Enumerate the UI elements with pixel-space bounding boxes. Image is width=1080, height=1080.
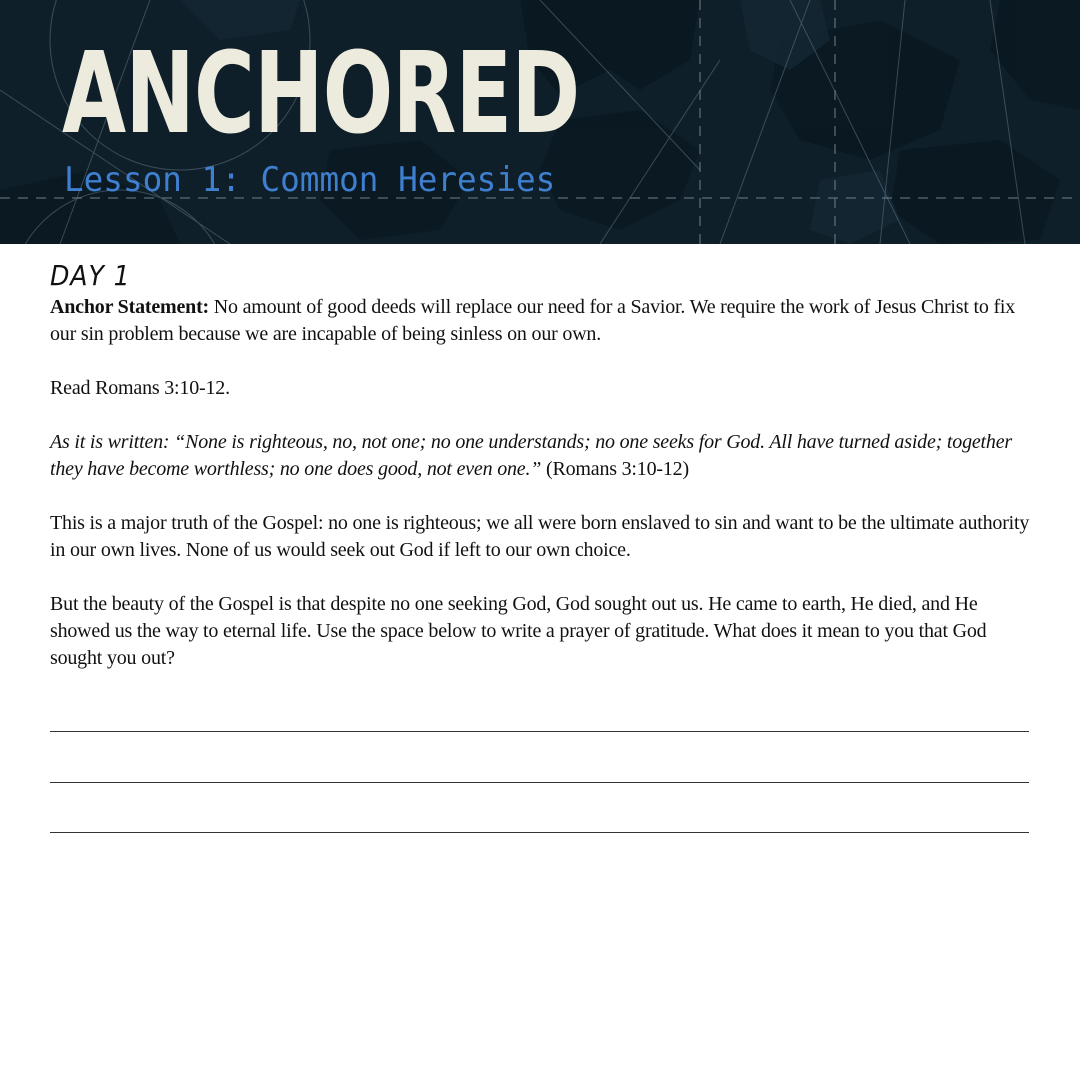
scripture-reference: (Romans 3:10-12) [541,458,689,480]
lesson-subtitle: Lesson 1: Common Heresies [64,160,556,200]
day-label: DAY 1 [50,259,131,292]
header-banner [0,0,1080,244]
gospel-truth-paragraph: This is a major truth of the Gospel: no one is righteous; we all were born enslaved to sin and want to be the ultimate authority in our own lives. None of us would seek out God if left to our own choice. [50,512,1030,561]
anchor-statement-text: No amount of good deeds will replace our need for a Savior. We require the work of Jesus Christ to fix our sin problem because we are incapable of being sinless on our own. [50,296,1016,345]
anchor-statement [50,294,1030,348]
lesson-content [50,258,1030,672]
anchor-statement-label: Anchor Statement: [50,296,209,318]
writing-lines[interactable] [50,731,1029,883]
writing-line[interactable] [50,731,1029,732]
reading-instruction: Read Romans 3:10-12. [50,377,230,399]
writing-line[interactable] [50,782,1029,783]
prayer-prompt-paragraph: But the beauty of the Gospel is that despite no one seeking God, God sought out us. He came to earth, He died, and He showed us the way to eternal life. Use the space below to write a prayer of gratitude. What does it mean to you that God sought you out? [50,593,987,669]
scripture-quote: As it is written: “None is righteous, no, not one; no one understands; no one seeks for God. All have turned aside; together they have become worthless; no one does good, not even one.” [50,431,1012,480]
scripture-passage [50,429,1030,483]
page-title: ANCHORED [62,29,580,159]
writing-line[interactable] [50,832,1029,833]
